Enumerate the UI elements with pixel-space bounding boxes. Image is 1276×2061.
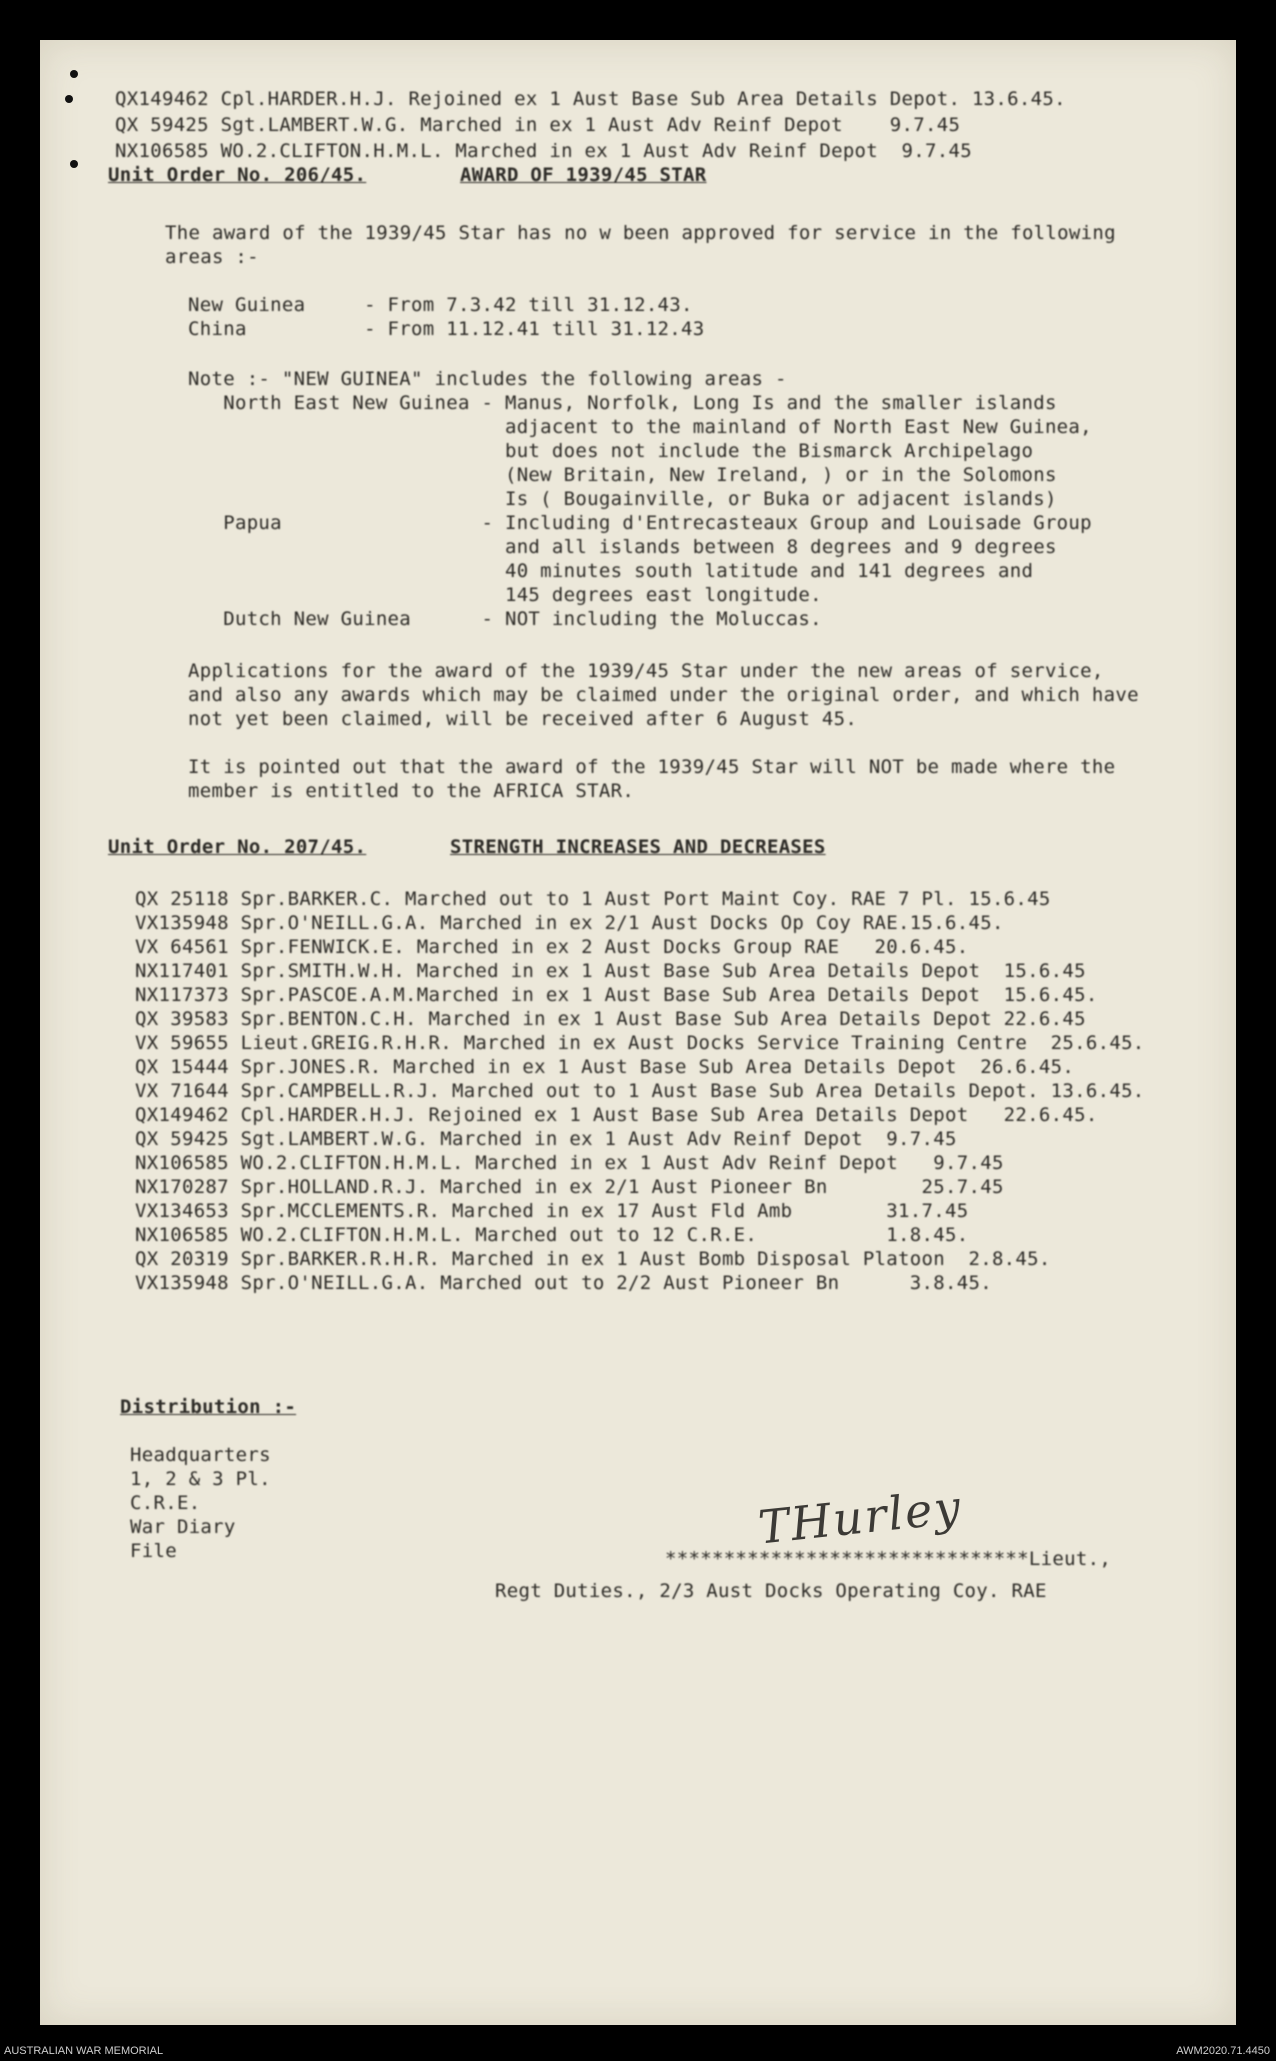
note-line: Note :- "NEW GUINEA" includes the following areas - [188, 368, 787, 390]
note-line: Is ( Bougainville, or Buka or adjacent islands) [188, 488, 1057, 510]
distribution-item: Headquarters [130, 1444, 271, 1466]
order-207-title: Unit Order No. 207/45. [108, 836, 367, 858]
note-line: 40 minutes south latitude and 141 degrees and [188, 560, 1034, 582]
note-line: and all islands between 8 degrees and 9 degrees [188, 536, 1057, 558]
footer-archive-name: AUSTRALIAN WAR MEMORIAL [4, 2045, 164, 2057]
strength-entry: NX117401 Spr.SMITH.W.H. Marched in ex 1 Aust Base Sub Area Details Depot 15.6.45 [135, 960, 1086, 982]
strength-entry: QX 39583 Spr.BENTON.C.H. Marched in ex 1 Aust Base Sub Area Details Depot 22.6.45 [135, 1008, 1086, 1030]
header-line: NX106585 WO.2.CLIFTON.H.M.L. Marched in ex 1 Aust Adv Reinf Depot 9.7.45 [115, 140, 972, 162]
applications-paragraph: and also any awards which may be claimed under the original order, and which have [188, 684, 1139, 706]
strength-entry: QX 59425 Sgt.LAMBERT.W.G. Marched in ex 1 Aust Adv Reinf Depot 9.7.45 [135, 1128, 957, 1150]
note-line: but does not include the Bismarck Archipelago [188, 440, 1034, 462]
order-206-subject: AWARD OF 1939/45 STAR [460, 164, 707, 186]
signature-role: Regt Duties., 2/3 Aust Docks Operating Coy. RAE [495, 1580, 1047, 1602]
header-line: QX 59425 Sgt.LAMBERT.W.G. Marched in ex 1 Aust Adv Reinf Depot 9.7.45 [115, 114, 961, 136]
strength-entry: VX 64561 Spr.FENWICK.E. Marched in ex 2 Aust Docks Group RAE 20.6.45. [135, 936, 969, 958]
strength-entry: NX170287 Spr.HOLLAND.R.J. Marched in ex 2/1 Aust Pioneer Bn 25.7.45 [135, 1176, 1004, 1198]
note-line: adjacent to the mainland of North East New Guinea, [188, 416, 1092, 438]
note-line: (New Britain, New Ireland, ) or in the Solomons [188, 464, 1057, 486]
strength-entry: VX135948 Spr.O'NEILL.G.A. Marched out to 2/2 Aust Pioneer Bn 3.8.45. [135, 1272, 992, 1294]
strength-entry: QX 25118 Spr.BARKER.C. Marched out to 1 Aust Port Maint Coy. RAE 7 Pl. 15.6.45 [135, 888, 1051, 910]
strength-entry: QX149462 Cpl.HARDER.H.J. Rejoined ex 1 Aust Base Sub Area Details Depot 22.6.45. [135, 1104, 1098, 1126]
strength-entry: QX 20319 Spr.BARKER.R.H.R. Marched in ex 1 Aust Bomb Disposal Platoon 2.8.45. [135, 1248, 1051, 1270]
strength-entry: NX117373 Spr.PASCOE.A.M.Marched in ex 1 Aust Base Sub Area Details Depot 15.6.45. [135, 984, 1098, 1006]
note-line: Papua - Including d'Entrecasteaux Group and Louisade Group [188, 512, 1092, 534]
strength-entry: VX 71644 Spr.CAMPBELL.R.J. Marched out to 1 Aust Base Sub Area Details Depot. 13.6.45. [135, 1080, 1145, 1102]
signature-line: *******************************Lieut., [665, 1548, 1112, 1570]
note-line: 145 degrees east longitude. [188, 584, 822, 606]
punch-hole [70, 70, 78, 78]
note-line: North East New Guinea - Manus, Norfolk, Long Is and the smaller islands [188, 392, 1057, 414]
note-line: Dutch New Guinea - NOT including the Moluccas. [188, 608, 822, 630]
punch-hole [65, 95, 73, 103]
order-206-title: Unit Order No. 206/45. [108, 164, 367, 186]
strength-entry: NX106585 WO.2.CLIFTON.H.M.L. Marched out to 12 C.R.E. 1.8.45. [135, 1224, 969, 1246]
strength-entry: VX135948 Spr.O'NEILL.G.A. Marched in ex 2/1 Aust Docks Op Coy RAE.15.6.45. [135, 912, 1004, 934]
distribution-title: Distribution :- [120, 1396, 297, 1418]
distribution-item: War Diary [130, 1516, 236, 1538]
applications-paragraph: not yet been claimed, will be received after 6 August 45. [188, 708, 858, 730]
distribution-item: C.R.E. [130, 1492, 201, 1514]
africa-star-paragraph: It is pointed out that the award of the 1939/45 Star will NOT be made where the [188, 756, 1116, 778]
strength-entry: VX134653 Spr.MCCLEMENTS.R. Marched in ex 17 Aust Fld Amb 31.7.45 [135, 1200, 969, 1222]
strength-entry: NX106585 WO.2.CLIFTON.H.M.L. Marched in ex 1 Aust Adv Reinf Depot 9.7.45 [135, 1152, 1004, 1174]
order-206-intro: areas :- [165, 246, 259, 268]
applications-paragraph: Applications for the award of the 1939/45 Star under the new areas of service, [188, 660, 1104, 682]
distribution-item: File [130, 1540, 177, 1562]
order-206-intro: The award of the 1939/45 Star has no w been approved for service in the following [165, 222, 1116, 244]
strength-entry: QX 15444 Spr.JONES.R. Marched in ex 1 Aust Base Sub Area Details Depot 26.6.45. [135, 1056, 1075, 1078]
strength-entry: VX 59655 Lieut.GREIG.R.H.R. Marched in ex Aust Docks Service Training Centre 25.6.45. [135, 1032, 1145, 1054]
header-line: QX149462 Cpl.HARDER.H.J. Rejoined ex 1 Aust Base Sub Area Details Depot. 13.6.45. [115, 88, 1066, 110]
award-area: China - From 11.12.41 till 31.12.43 [188, 318, 705, 340]
punch-hole [70, 160, 78, 168]
document-page [40, 40, 1236, 2025]
handwritten-signature: THurley [755, 1479, 965, 1555]
award-area: New Guinea - From 7.3.42 till 31.12.43. [188, 294, 693, 316]
footer-accession-number: AWM2020.71.4450 [1176, 2045, 1270, 2057]
order-207-subject: STRENGTH INCREASES AND DECREASES [450, 836, 826, 858]
distribution-item: 1, 2 & 3 Pl. [130, 1468, 271, 1490]
africa-star-paragraph: member is entitled to the AFRICA STAR. [188, 780, 635, 802]
